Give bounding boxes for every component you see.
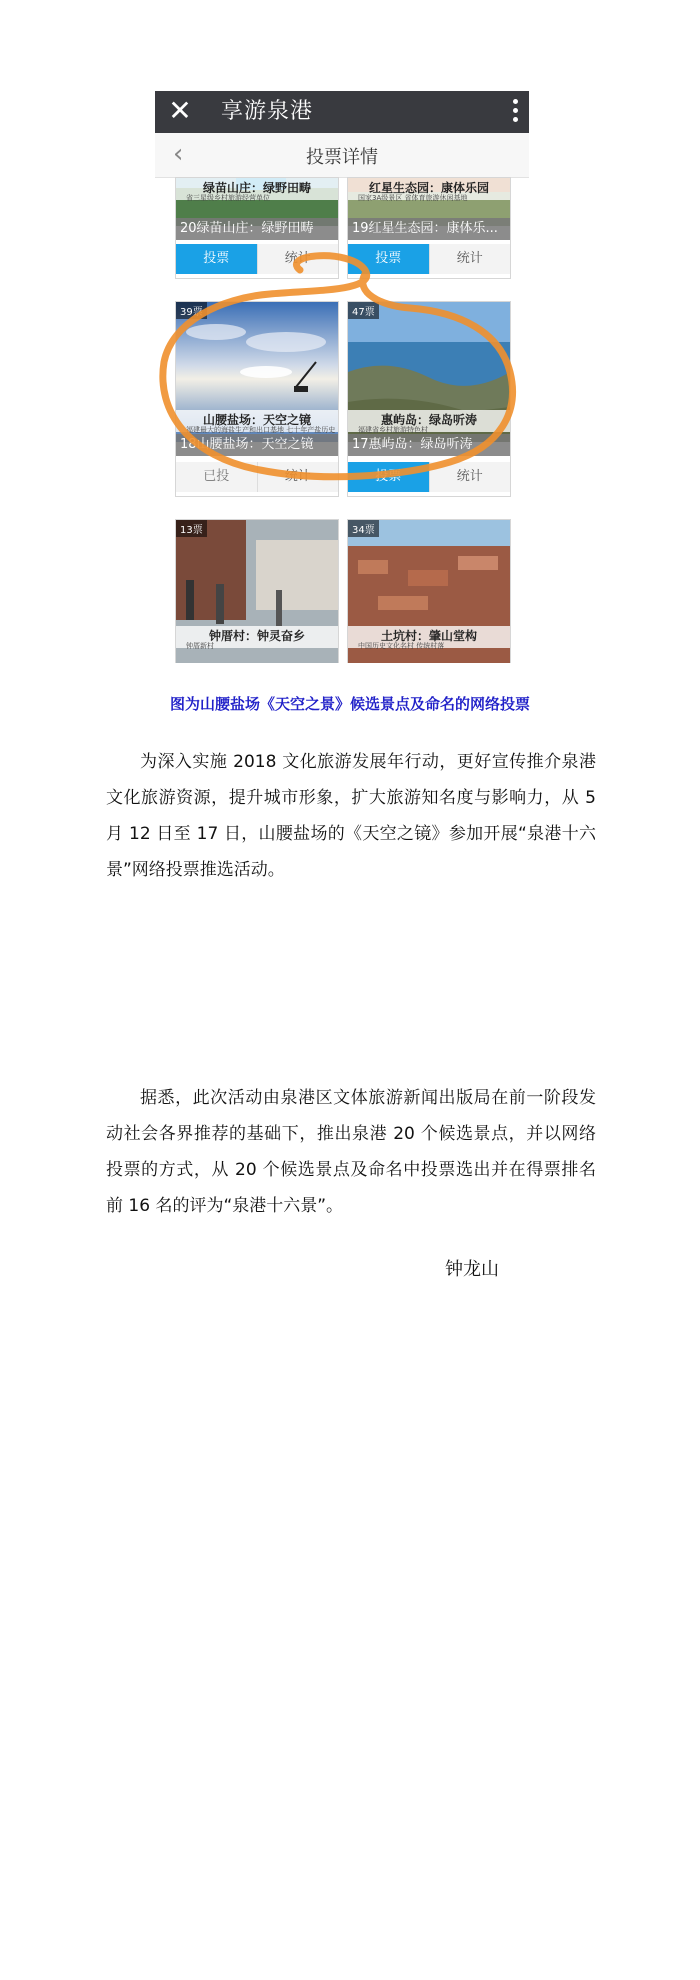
vote-count-badge: 47票 xyxy=(348,302,379,319)
card-caption: 惠屿岛：绿岛听涛 xyxy=(380,413,477,427)
candidate-card-17[interactable] xyxy=(347,301,511,497)
card-caption: 绿苗山庄：绿野田畴 xyxy=(202,181,311,195)
card-subcaption: 福建最大的海盐生产和出口基地 七十年产盐历史 xyxy=(186,426,336,434)
card-subcaption: 钟厝新村 xyxy=(186,642,214,650)
card-caption-overlay xyxy=(348,626,510,648)
more-menu-icon[interactable] xyxy=(511,97,519,127)
card-caption: 山腰盐场：天空之镜 xyxy=(202,413,311,427)
page-title: 投票详情 xyxy=(306,147,378,168)
card-caption: 土坑村：肇山堂构 xyxy=(380,629,477,643)
card-actions xyxy=(348,244,510,274)
card-actions xyxy=(176,462,338,492)
candidate-card-19[interactable] xyxy=(347,177,511,279)
vote-count-badge: 13票 xyxy=(176,520,207,537)
stats-button[interactable]: 统计 xyxy=(257,462,339,492)
close-icon[interactable]: ✕ xyxy=(168,94,192,127)
card-subcaption: 省三星级乡村旅游经营单位 xyxy=(186,194,270,202)
stats-button[interactable]: 统计 xyxy=(257,244,339,274)
voted-button[interactable]: 已投 xyxy=(176,462,257,492)
card-caption-overlay xyxy=(348,178,510,200)
candidate-card-20[interactable] xyxy=(175,177,339,279)
author-name: 钟龙山 xyxy=(445,1259,499,1280)
vote-button[interactable]: 投票 xyxy=(348,462,429,492)
vote-button[interactable]: 投票 xyxy=(348,244,429,274)
card-caption: 钟厝村：钟灵奋乡 xyxy=(208,629,305,643)
card-actions xyxy=(348,462,510,492)
card-name: 20绿苗山庄：绿野田畴 xyxy=(176,218,338,240)
card-subcaption: 福建省乡村旅游特色村 xyxy=(358,426,428,434)
stats-button[interactable]: 统计 xyxy=(429,244,511,274)
card-caption-overlay xyxy=(176,626,338,648)
card-subcaption: 中国历史文化名村 传统村落 xyxy=(358,642,445,650)
app-title: 享游泉港 xyxy=(221,99,314,124)
app-header xyxy=(155,91,529,133)
card-name: 19红星生态园：康体乐... xyxy=(348,218,510,240)
card-name: 17惠屿岛：绿岛听涛 xyxy=(348,434,510,456)
card-actions xyxy=(176,244,338,274)
card-caption: 红星生态园：康体乐园 xyxy=(368,181,489,195)
vote-button[interactable]: 投票 xyxy=(176,244,257,274)
article-paragraph-1: 为深入实施 2018 文化旅游发展年行动，更好宣传推介泉港文化旅游资源，提升城市形象，扩大旅游知名度与影响力，从 5 月 12 日至 17 日，山腰盐场的《天空之镜》参加开展“泉港十六景”网络投票推选活动。 xyxy=(106,752,596,880)
card-subcaption: 国家3A级景区 省体育旅游休闲基地 xyxy=(358,194,468,202)
card-name: 18山腰盐场：天空之镜 xyxy=(176,434,338,456)
card-caption-overlay xyxy=(176,410,338,432)
back-icon[interactable]: ‹ xyxy=(173,139,184,169)
page-header xyxy=(155,133,529,178)
article-paragraph-2: 据悉，此次活动由泉港区文体旅游新闻出版局在前一阶段发动社会各界推荐的基础下，推出泉港 20 个候选景点，并以网络投票的方式，从 20 个候选景点及命名中投票选出并在得票排名前 16 名的评为“泉港十六景”。 xyxy=(106,1088,596,1216)
app-screenshot xyxy=(155,91,529,663)
candidate-card-18[interactable] xyxy=(175,301,339,497)
card-caption-overlay xyxy=(348,410,510,432)
vote-count-badge: 34票 xyxy=(348,520,379,537)
vote-count-badge: 39票 xyxy=(176,302,207,319)
candidate-card-16[interactable] xyxy=(175,519,339,663)
candidate-card-15[interactable] xyxy=(347,519,511,663)
figure-caption: 图为山腰盐场《天空之景》候选景点及命名的网络投票 xyxy=(169,695,530,713)
stats-button[interactable]: 统计 xyxy=(429,462,511,492)
card-caption-overlay xyxy=(176,178,338,200)
